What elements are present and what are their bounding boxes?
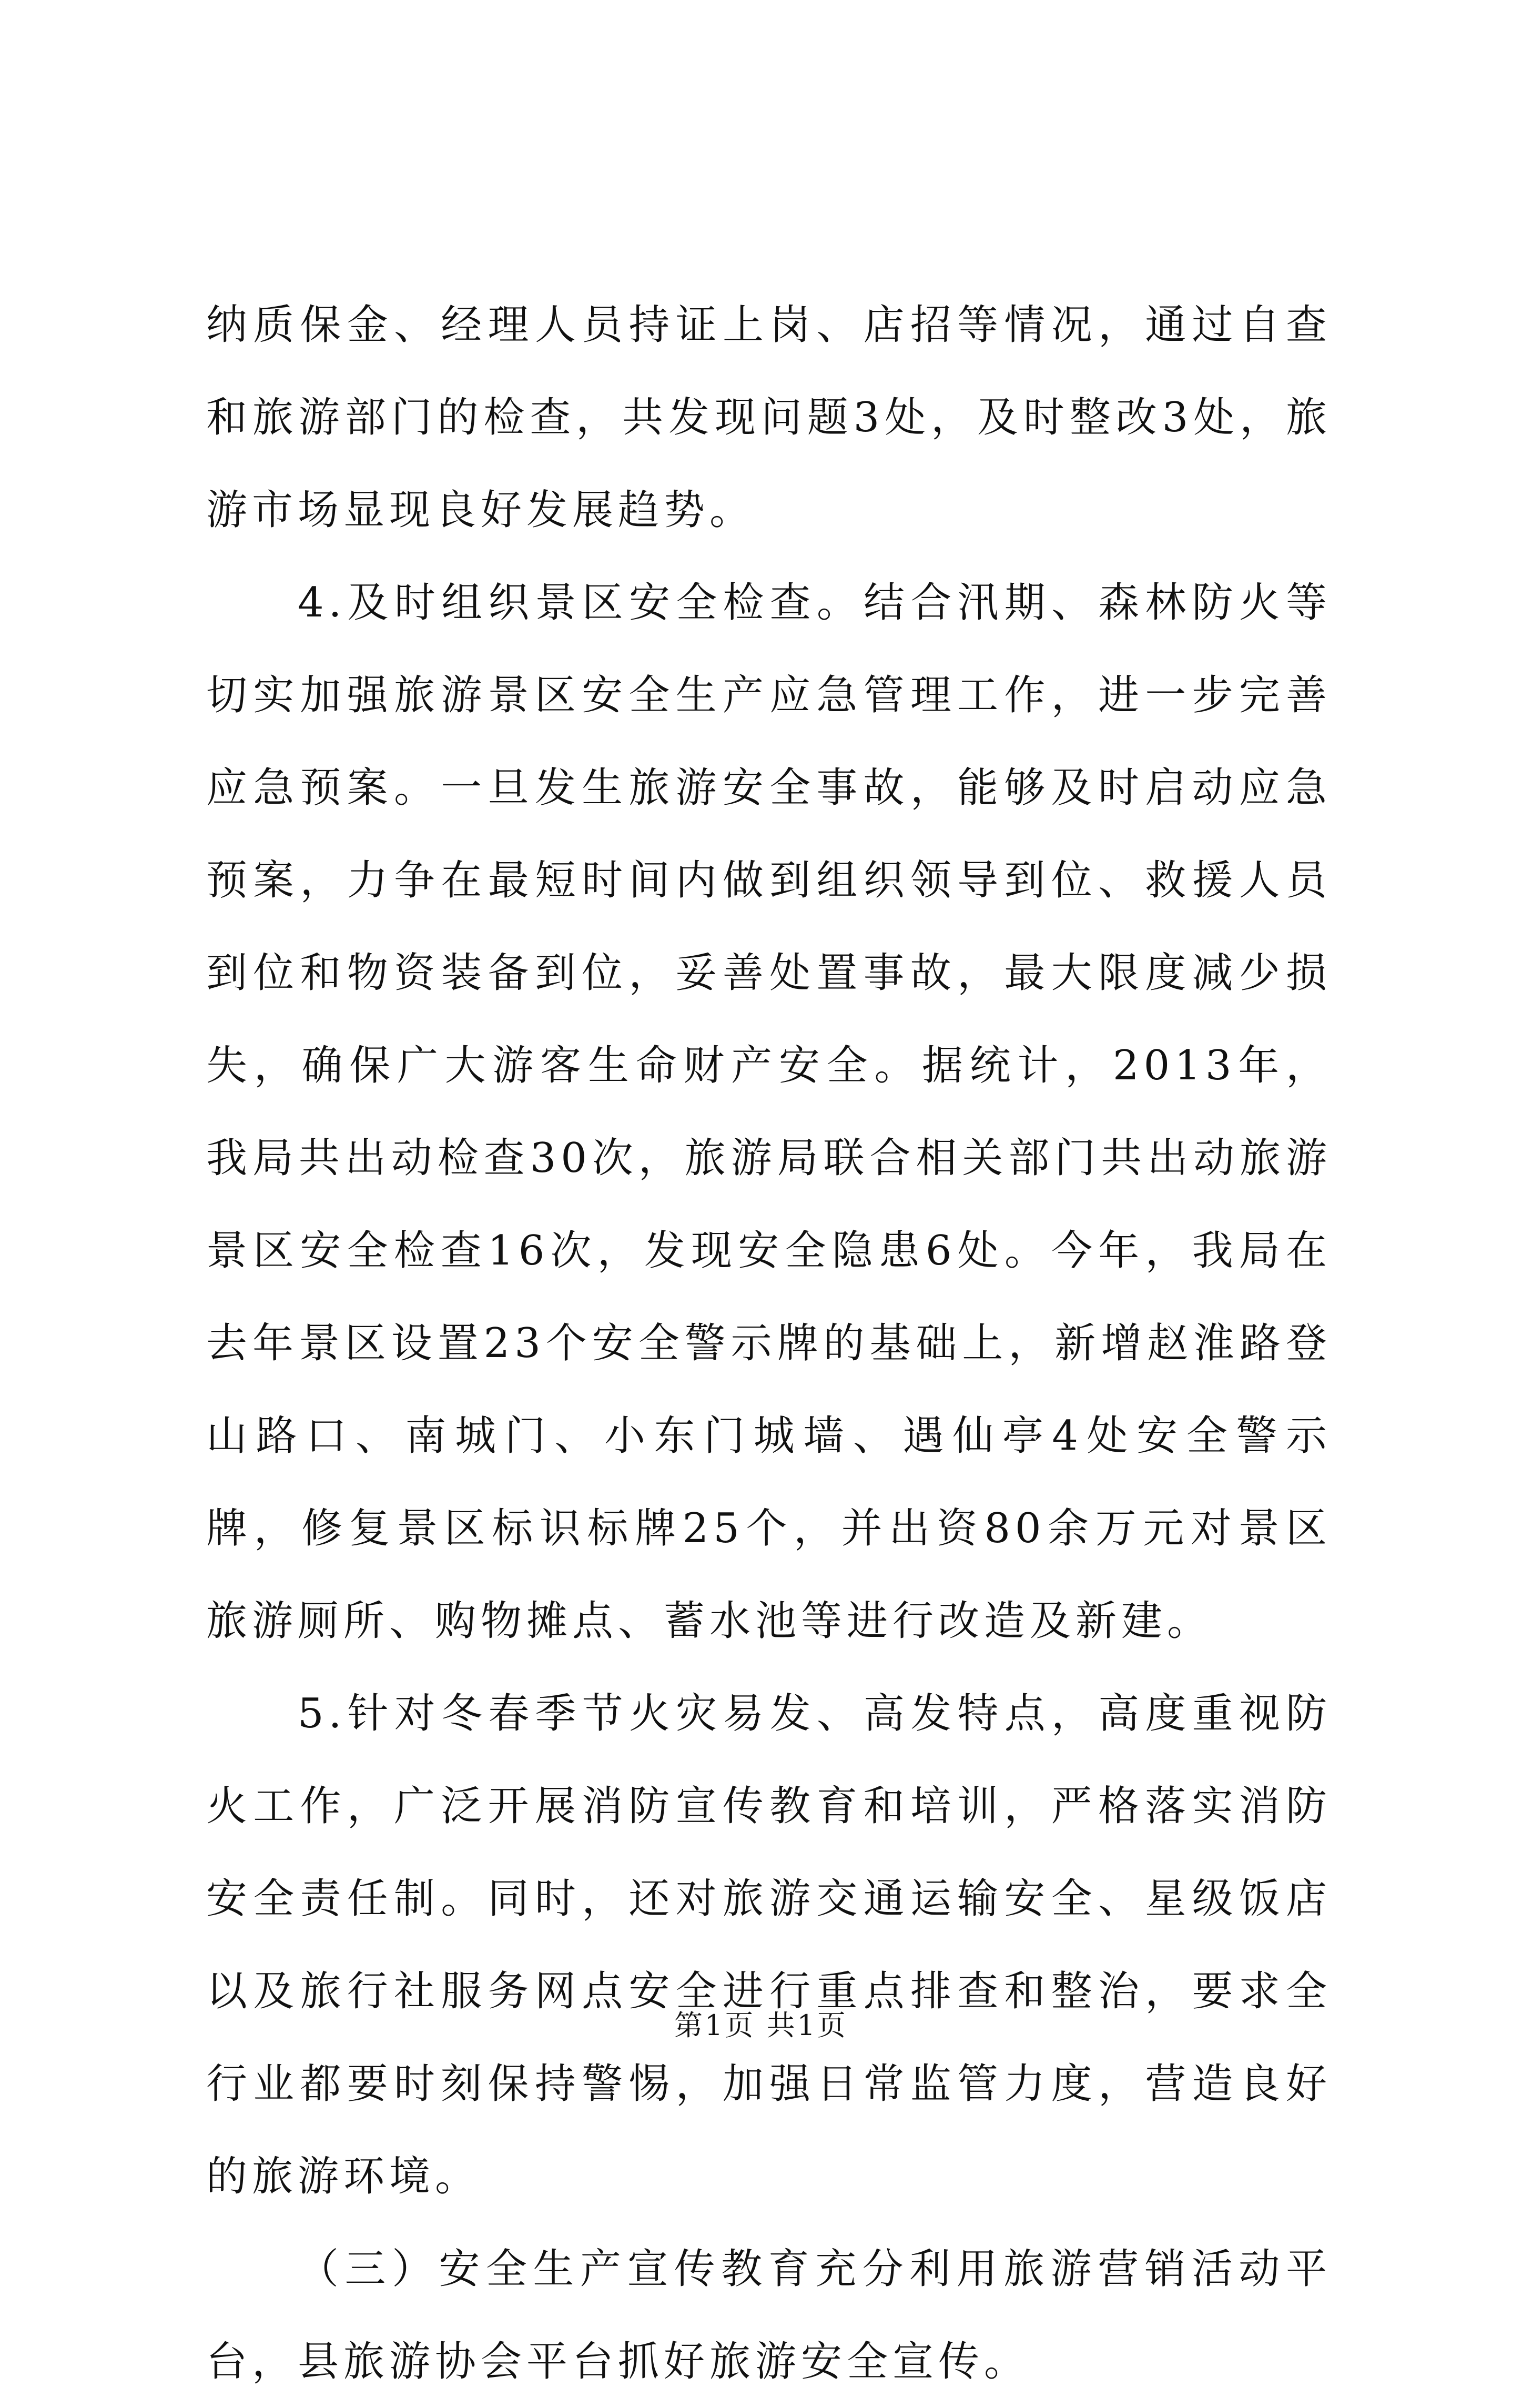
- paragraph-section-3: （三）安全生产宣传教育充分利用旅游营销活动平台，县旅游协会平台抓好旅游安全宣传。: [206, 2245, 1332, 2385]
- document-body: [206, 279, 1332, 2408]
- page-number-footer: 第1页 共1页: [674, 2009, 848, 2042]
- paragraph-item-4: 4.及时组织景区安全检查。结合汛期、森林防火等切实加强旅游景区安全生产应急管理工作，进一步完善应急预案。一旦发生旅游安全事故，能够及时启动应急预案，力争在最短时间内做到组织领导到位、救援人员到位和物资装备到位，妥善处置事故，最大限度减少损失，确保广大游客生命财产安全。据统计，2013年，我局共出动检查30次，旅游局联合相关部门共出动旅游景区安全检查16次，发现安全隐患6处。今年，我局在去年景区设置23个安全警示牌的基础上，新增赵淮路登山路口、南城门、小东门城墙、遇仙亭4处安全警示牌，修复景区标识标牌25个，并出资80余万元对景区旅游厕所、购物摊点、蓄水池等进行改造及新建。: [206, 579, 1332, 1645]
- paragraph-item-5: 5.针对冬春季节火灾易发、高发特点，高度重视防火工作，广泛开展消防宣传教育和培训，严格落实消防安全责任制。同时，还对旅游交通运输安全、星级饭店以及旅行社服务网点安全进行重点排查和整治，要求全行业都要时刻保持警惕，加强日常监管力度，营造良好的旅游环境。: [206, 1690, 1332, 2200]
- paragraph-continuation: 纳质保金、经理人员持证上岗、店招等情况，通过自查和旅游部门的检查，共发现问题3处，及时整改3处，旅游市场显现良好发展趋势。: [206, 301, 1332, 534]
